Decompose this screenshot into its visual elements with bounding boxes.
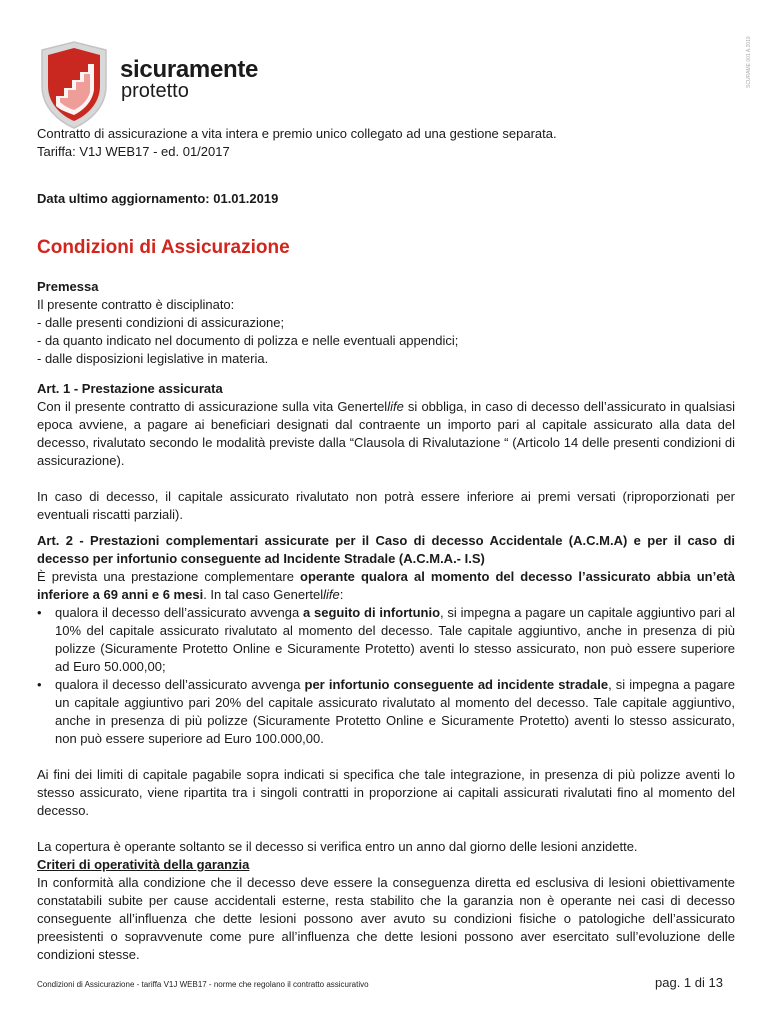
premessa-line: - dalle presenti condizioni di assicurazione; xyxy=(37,315,285,330)
art2-intro-bold: operante qualora al momento del decesso l’assicurato abbia un’età inferiore a 69 anni e 6 mesi xyxy=(37,569,735,602)
premessa-line: - da quanto indicato nel documento di polizza e nelle eventuali appendici; xyxy=(37,333,459,348)
art2-section xyxy=(37,532,735,856)
page-number: pag. 1 di 13 xyxy=(655,975,723,990)
bullet2-text-a: qualora il decesso dell’assicurato avvenga xyxy=(55,677,305,692)
list-item xyxy=(37,676,735,748)
brand-name-line2: protetto xyxy=(121,80,189,102)
bullet1-text-b: , si impegna a pagare un capitale aggiuntivo pari al 10% del capitale assicurato rivalutato al momento del decesso. Tale capitale aggiuntivo, anche in presenza di più polizze (Sicuramente Protetto Online e Sicuramente Protetto) aventi lo stesso assicurato, non può essere superiore ad Euro 50.000,00; xyxy=(55,605,735,674)
bullet-icon: • xyxy=(37,677,42,692)
art2-heading: Art. 2 - Prestazioni complementari assicurate per il Caso di decesso Accidentale (A.C.M.A) e per il caso di decesso per infortunio conseguente ad Incidente Stradale (A.C.M.A.- I.S) xyxy=(37,533,735,566)
criteri-section xyxy=(37,856,735,964)
shield-logo-icon xyxy=(36,40,112,130)
brand-logo xyxy=(36,40,112,130)
art2-italic-life: life xyxy=(323,587,340,602)
art2-intro-b: . In tal caso Genertel xyxy=(203,587,324,602)
bullet1-bold: a seguito di infortunio xyxy=(303,605,441,620)
page-title: Condizioni di Assicurazione xyxy=(37,237,290,258)
art1-heading: Art. 1 - Prestazione assicurata xyxy=(37,381,223,396)
coverage-paragraph: La copertura è operante soltanto se il decesso si verifica entro un anno dal giorno delle lesioni anzidette. xyxy=(37,839,638,854)
premessa-section xyxy=(37,278,737,368)
art1-text-b: si obbliga, in caso di decesso dell’assicurato in qualsiasi epoca avviene, a pagare ai beneficiari designati dal contraente un importo pari al capitale assicurato alla data del decesso, rivalutato secondo le modalità previste dalla “Clausola di Rivalutazione “ (Articolo 14 delle presenti condizioni di assicurazione). xyxy=(37,399,736,468)
side-document-code: SCURAME 001 A.2019 xyxy=(746,36,752,88)
art2-intro-a: È prevista una prestazione complementare xyxy=(37,569,300,584)
premessa-line: - dalle disposizioni legislative in materia. xyxy=(37,351,269,366)
footer-document-label: Condizioni di Assicurazione - tariffa V1J WEB17 - norme che regolano il contratto assicurativo xyxy=(37,980,369,989)
premessa-heading: Premessa xyxy=(37,279,99,294)
brand-name-line1: sicuramente xyxy=(120,56,259,83)
art2-intro xyxy=(37,568,735,604)
contract-type: Contratto di assicurazione a vita intera e premio unico collegato ad una gestione separata. xyxy=(37,126,557,141)
last-update: Data ultimo aggiornamento: 01.01.2019 xyxy=(37,191,279,206)
bullet2-text-b: , si impegna a pagare un capitale aggiuntivo pari 20% del capitale assicurato rivalutato al momento del decesso. Tale capitale aggiuntivo, anche in presenza di più polizze (Sicuramente Protetto Online e Sicuramente Protetto) aventi lo stesso assicurato, non può essere superiore ad Euro 100.000,00. xyxy=(55,677,736,746)
bullet-text xyxy=(55,676,735,748)
list-item xyxy=(37,604,735,676)
art1-paragraph-2: In caso di decesso, il capitale assicurato rivalutato non potrà essere inferiore ai premi versati (riproporzionati per eventuali riscatti parziali). xyxy=(37,489,735,522)
bullet-text xyxy=(55,604,735,676)
bullet-icon: • xyxy=(37,605,42,620)
limits-paragraph: Ai fini dei limiti di capitale pagabile sopra indicati si specifica che tale integrazione, in presenza di più polizze aventi lo stesso assicurato, viene ripartita tra i singoli contratti in proporzione ai capitali assicurati rivalutati fino al momento del decesso. xyxy=(37,767,735,818)
art1-paragraph xyxy=(37,398,735,470)
bullet-list xyxy=(37,604,735,748)
criteri-paragraph: In conformità alla condizione che il decesso deve essere la conseguenza diretta ed esclusiva di lesioni obiettivamente constatabili subite per cause accidentali esterne, resta stabilito che la garanzia non è operante nei casi di decesso conseguente all’influenza che dette lesioni possono aver avuto su condizioni fisiche o patologiche dell’assicurato preesistenti o sopravvenute come pure all’influenza che dette lesioni possono aver esercitato sull’evoluzione delle condizioni stesse. xyxy=(37,875,735,962)
art1-section xyxy=(37,380,735,524)
art2-intro-c: : xyxy=(339,587,344,602)
bullet2-bold: per infortunio conseguente ad incidente stradale xyxy=(304,677,609,692)
bullet1-text-a: qualora il decesso dell’assicurato avvenga xyxy=(55,605,304,620)
criteri-heading: Criteri di operatività della garanzia xyxy=(37,857,250,872)
premessa-line: Il presente contratto è disciplinato: xyxy=(37,297,235,312)
art1-text-a: Con il presente contratto di assicurazione sulla vita Genertel xyxy=(37,399,388,414)
contract-description xyxy=(37,125,717,161)
art1-italic-life: life xyxy=(387,399,404,414)
tariff-edition: Tariffa: V1J WEB17 - ed. 01/2017 xyxy=(37,144,230,159)
